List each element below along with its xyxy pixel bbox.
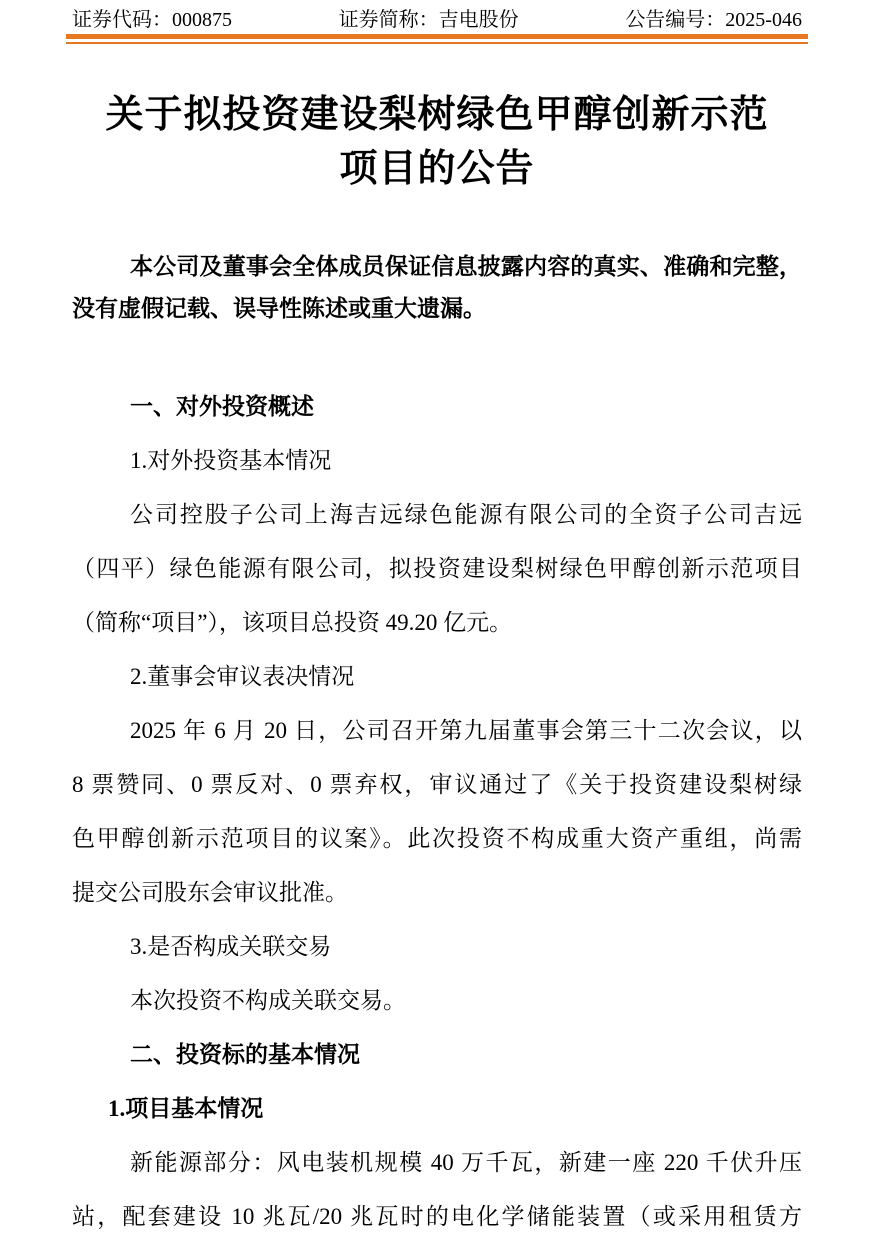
- document-title-line-2: 项目的公告: [339, 148, 535, 190]
- board-review-line-4: 提交公司股东会审议批准。: [72, 880, 348, 905]
- related-transaction-line: 本次投资不构成关联交易。: [130, 988, 406, 1013]
- disclaimer: [72, 246, 802, 330]
- investment-overview-line-3: （简称“项目”），该项目总投资 49.20 亿元。: [72, 610, 513, 635]
- stock-name: 证券简称：吉电股份: [338, 9, 519, 31]
- investment-overview-line-2: （四平）绿色能源有限公司，拟投资建设梨树绿色甲醇创新示范项目: [72, 556, 802, 581]
- subsection-1-2-heading: 2.董事会审议表决情况: [130, 664, 355, 689]
- disclaimer-line-1: 本公司及董事会全体成员保证信息披露内容的真实、准确和完整，: [130, 254, 802, 279]
- section-one-heading: 一、对外投资概述: [130, 394, 314, 419]
- board-review-line-3: 色甲醇创新示范项目的议案》。此次投资不构成重大资产重组，尚需: [72, 826, 802, 851]
- investment-overview-line-1: 公司控股子公司上海吉远绿色能源有限公司的全资子公司吉远: [130, 502, 802, 527]
- document-body: [72, 380, 802, 1244]
- header-divider-thin-line: [66, 42, 808, 44]
- project-details-line-2: 站，配套建设 10 兆瓦/20 兆瓦时的电化学储能装置（或采用租赁方: [72, 1204, 802, 1229]
- stock-code: 证券代码：000875: [72, 9, 232, 31]
- document-title: [72, 88, 802, 196]
- document-title-line-1: 关于拟投资建设梨树绿色甲醇创新示范: [105, 94, 769, 136]
- subsection-1-3-heading: 3.是否构成关联交易: [130, 934, 332, 959]
- announcement-number: 公告编号：2025-046: [625, 9, 802, 31]
- board-review-line-1: 2025 年 6 月 20 日，公司召开第九届董事会第三十二次会议，以: [130, 718, 802, 743]
- project-basic-info-heading: 1.项目基本情况: [108, 1096, 264, 1121]
- header-divider: [66, 34, 808, 44]
- document-header: [72, 8, 802, 32]
- project-details-line-1: 新能源部分：风电装机规模 40 万千瓦，新建一座 220 千伏升压: [130, 1150, 802, 1175]
- disclaimer-line-2: 没有虚假记载、误导性陈述或重大遗漏。: [72, 296, 486, 321]
- section-two-heading: 二、投资标的基本情况: [130, 1042, 360, 1067]
- board-review-line-2: 8 票赞同、0 票反对、0 票弃权，审议通过了《关于投资建设梨树绿: [72, 772, 802, 797]
- subsection-1-1-heading: 1.对外投资基本情况: [130, 448, 332, 473]
